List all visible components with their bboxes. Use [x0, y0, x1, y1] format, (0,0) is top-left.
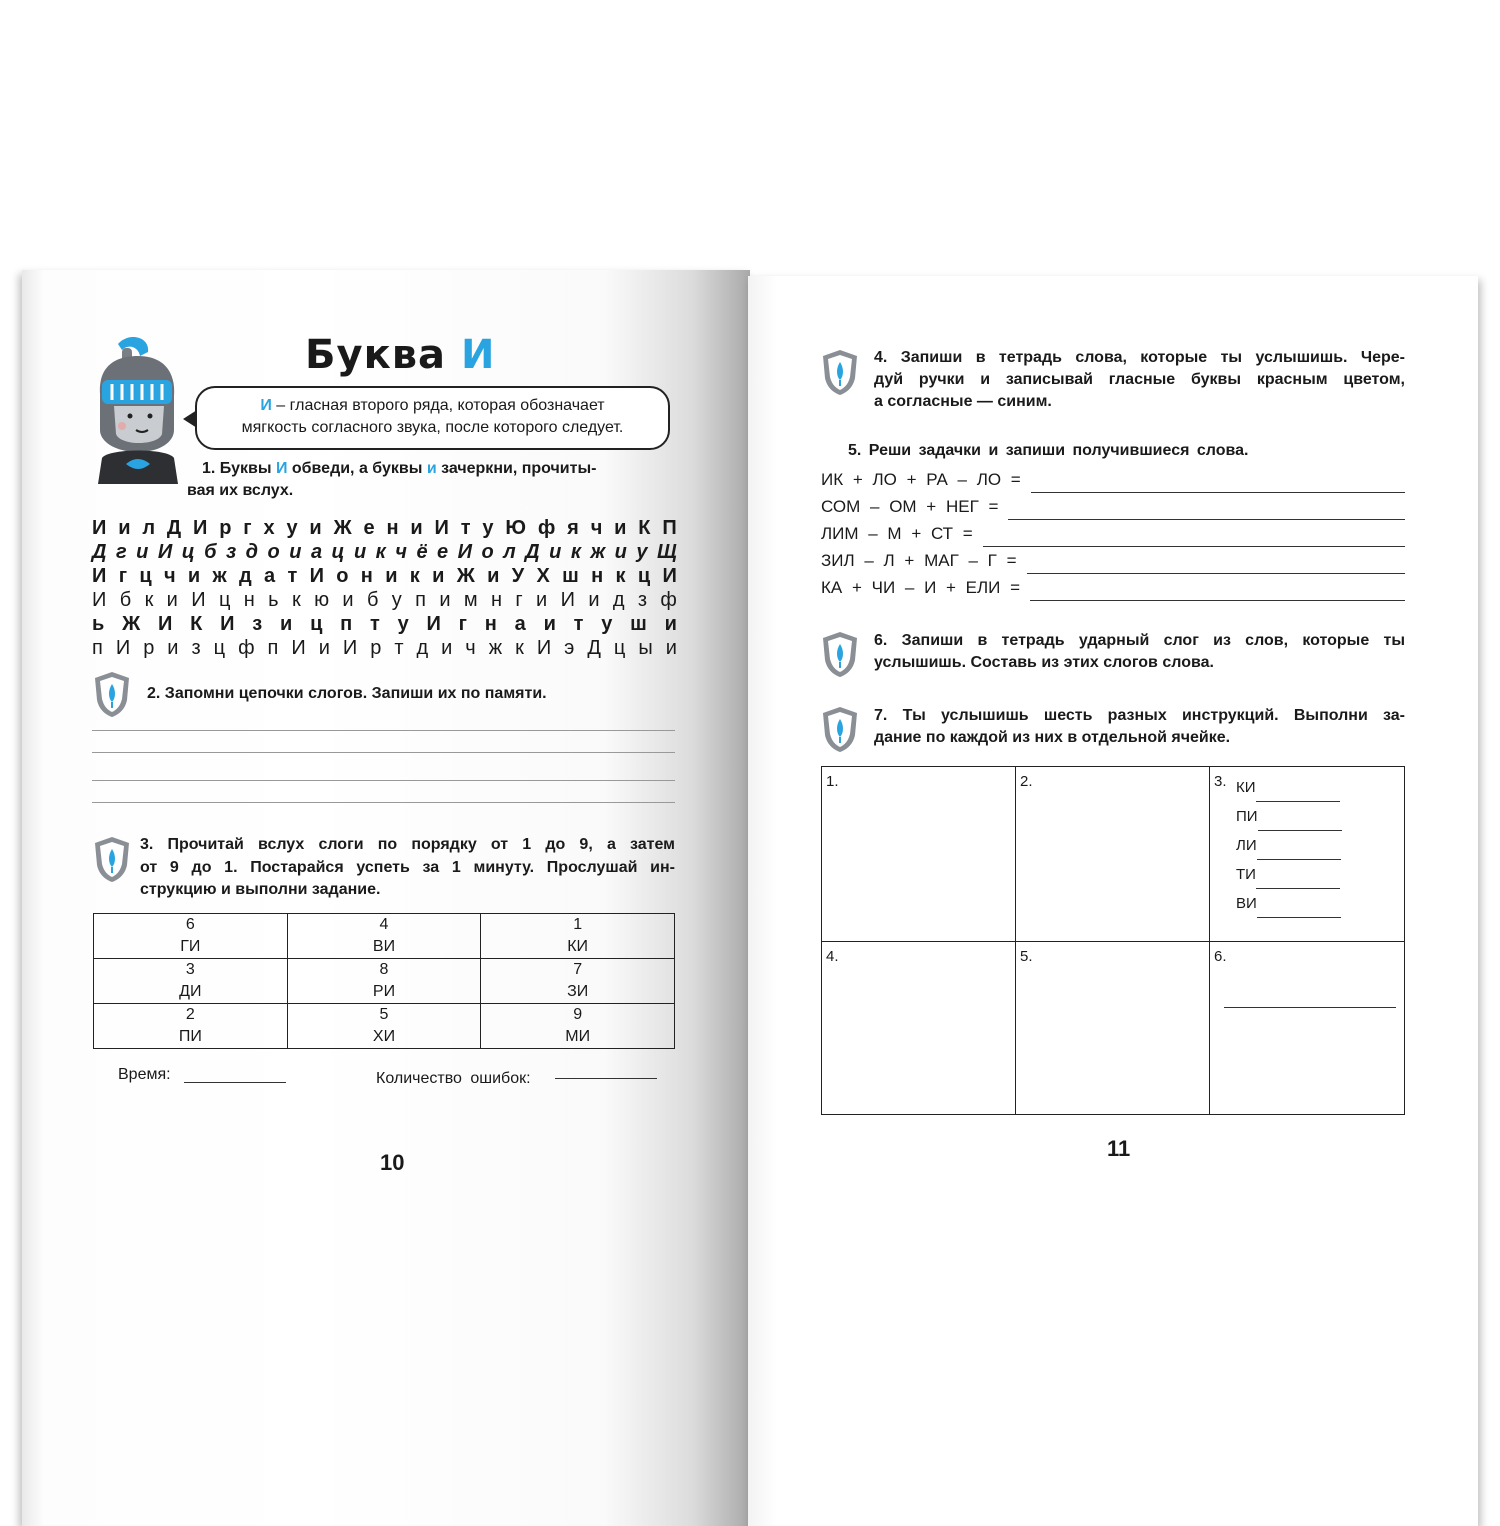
syllable-text: МИ — [565, 1028, 591, 1045]
grid-letter[interactable]: а — [310, 541, 323, 563]
grid-letter[interactable]: И — [193, 517, 208, 539]
time-blank[interactable] — [184, 1082, 286, 1083]
grid-letter[interactable]: ц — [181, 541, 195, 563]
grid-letter[interactable]: и — [167, 637, 179, 659]
time-label: Время: — [118, 1066, 171, 1083]
syllable-cell — [287, 914, 481, 959]
grid-letter[interactable]: Ю — [505, 517, 526, 539]
grid-letter[interactable]: т — [394, 637, 404, 659]
grid-letter[interactable]: э — [564, 637, 575, 659]
grid-letter[interactable]: ч — [465, 637, 476, 659]
grid-letter[interactable]: з — [637, 589, 648, 611]
syllable-row — [94, 1004, 675, 1049]
syllable-cell — [287, 1004, 481, 1049]
letter-grid-row — [92, 612, 677, 636]
letter-grid-row — [92, 564, 677, 588]
equation-row — [821, 547, 1405, 574]
grid-letter[interactable]: Д — [92, 541, 107, 563]
letter-grid — [92, 516, 677, 660]
grid-letter[interactable]: Х — [536, 565, 550, 587]
grid-letter[interactable]: и — [166, 589, 178, 611]
equation-row — [821, 466, 1405, 493]
equation-row — [821, 520, 1405, 547]
grid-letter[interactable]: и — [549, 541, 562, 563]
grid-letter[interactable]: и — [309, 517, 322, 539]
cell-label: 1. — [826, 773, 839, 790]
title-letter: И — [460, 332, 496, 378]
grid-letter[interactable]: н — [484, 613, 497, 635]
grid-letter[interactable]: д — [612, 589, 625, 611]
equation-text: КА + ЧИ – И + ЕЛИ = — [821, 578, 1021, 597]
equation-text: СОМ – ОМ + НЕГ = — [821, 497, 999, 516]
cell3-syllable-list: КИ ПИ ЛИ ТИ ВИ — [1236, 773, 1342, 918]
grid-letter[interactable]: б — [204, 541, 217, 563]
grid-letter[interactable]: и — [289, 541, 302, 563]
grid-letter[interactable]: ц — [213, 637, 226, 659]
grid-letter[interactable]: ц — [637, 565, 651, 587]
grid-letter[interactable]: Ж — [122, 613, 141, 635]
grid-letter[interactable]: о — [336, 565, 349, 587]
cell-label: 4. — [826, 948, 839, 965]
grid-letter[interactable]: и — [342, 589, 354, 611]
syllable-cell — [94, 1004, 288, 1049]
grid-letter[interactable]: и — [385, 565, 398, 587]
write-line[interactable] — [92, 730, 675, 731]
grid-letter[interactable]: м — [463, 589, 478, 611]
grid-letter[interactable]: Щ — [656, 541, 677, 563]
grid-letter[interactable]: к — [515, 637, 524, 659]
grid-letter[interactable]: г — [118, 565, 128, 587]
grid-letter[interactable]: ц — [139, 565, 152, 587]
grid-letter[interactable]: и — [543, 613, 556, 635]
equation-row — [821, 493, 1405, 520]
shield-audio-icon — [820, 348, 860, 396]
grid-letter[interactable]: я — [567, 517, 579, 539]
grid-letter[interactable]: н — [591, 565, 604, 587]
syllable-table — [93, 913, 675, 1049]
grid-letter[interactable]: и — [410, 517, 423, 539]
grid-letter[interactable]: т — [287, 565, 298, 587]
grid-letter[interactable]: н — [243, 589, 255, 611]
grid-letter[interactable]: а — [514, 613, 526, 635]
grid-letter[interactable]: и — [439, 589, 451, 611]
grid-letter[interactable]: ч — [163, 565, 176, 587]
syllable-number: 9 — [573, 1006, 583, 1023]
knight-mascot-icon — [88, 334, 188, 484]
grid-letter[interactable]: к — [570, 541, 581, 563]
grid-letter[interactable]: И — [536, 637, 552, 659]
grid-letter[interactable]: н — [386, 517, 399, 539]
syllable-text: РИ — [372, 983, 396, 1000]
grid-letter[interactable]: е — [363, 517, 375, 539]
grid-letter[interactable]: д — [239, 565, 252, 587]
grid-letter[interactable]: и — [136, 541, 149, 563]
grid-letter[interactable]: И — [662, 565, 677, 587]
grid-letter[interactable]: г — [115, 541, 127, 563]
letter-grid-row — [92, 636, 677, 660]
grid-letter[interactable]: п — [340, 613, 353, 635]
grid-letter[interactable]: г — [458, 613, 467, 635]
grid-letter[interactable]: И — [92, 565, 107, 587]
syllable-text: ВИ — [372, 938, 396, 955]
grid-letter[interactable]: И — [426, 613, 441, 635]
answer-blank[interactable] — [1030, 583, 1405, 601]
syllable-cell — [481, 914, 675, 959]
grid-letter[interactable]: И — [309, 565, 324, 587]
grid-letter[interactable]: и — [318, 637, 330, 659]
grid-letter[interactable]: б — [366, 589, 379, 611]
grid-letter[interactable]: у — [601, 613, 613, 635]
answer-blank[interactable] — [983, 529, 1405, 547]
grid-letter[interactable]: Ж — [333, 517, 352, 539]
grid-letter[interactable]: л — [142, 517, 156, 539]
grid-letter[interactable]: к — [291, 589, 301, 611]
grid-letter[interactable]: и — [588, 589, 600, 611]
syllable-cell — [94, 914, 288, 959]
grid-letter[interactable]: з — [225, 541, 237, 563]
task7-text: 7. Ты услышишь шесть разных инструкций. Выполни за- дание по каждой из них в отдельной ячейке. — [874, 707, 1405, 746]
grid-letter[interactable]: ё — [416, 541, 428, 563]
grid-letter[interactable]: ж — [488, 637, 503, 659]
errors-label: Количество ошибок: — [376, 1070, 531, 1087]
write-line[interactable] — [92, 802, 675, 803]
syllable-cell — [481, 1004, 675, 1049]
grid-letter[interactable]: ц — [218, 589, 231, 611]
grid-letter[interactable]: у — [391, 589, 402, 611]
shield-audio-icon — [92, 835, 132, 883]
grid-letter[interactable]: п — [92, 637, 103, 659]
grid-letter[interactable]: у — [636, 541, 648, 563]
grid-letter[interactable]: д — [245, 541, 259, 563]
grid-letter[interactable]: к — [144, 589, 154, 611]
grid-letter[interactable]: И — [157, 541, 173, 563]
equation-text: ЛИМ – М + СТ = — [821, 524, 973, 543]
grid-letter[interactable]: ю — [314, 589, 330, 611]
grid-letter[interactable]: к — [409, 565, 420, 587]
syllable-text: ДИ — [179, 983, 202, 1000]
grid-letter[interactable]: ь — [268, 589, 279, 611]
grid-letter[interactable]: И — [220, 613, 235, 635]
grid-letter[interactable]: П — [662, 517, 677, 539]
task4-text: 4. Запиши в тетрадь слова, которые ты услышишь. Чере- дуй ручки и записывай гласные буквы красным цветом, а согласные — синим. — [874, 349, 1405, 410]
grid-letter[interactable]: и — [118, 517, 131, 539]
grid-letter[interactable]: р — [370, 637, 382, 659]
grid-letter[interactable]: и — [441, 637, 453, 659]
syllable-number: 1 — [573, 916, 583, 933]
grid-letter[interactable]: з — [252, 613, 263, 635]
cell-label: 2. — [1020, 773, 1033, 790]
grid-letter[interactable]: и — [432, 565, 445, 587]
errors-blank[interactable] — [555, 1078, 657, 1079]
cell-label: 3. — [1214, 773, 1227, 790]
grid-letter[interactable]: ф — [537, 517, 556, 539]
grid-letter[interactable]: ч — [590, 517, 603, 539]
grid-letter[interactable]: и — [279, 613, 293, 635]
grid-letter[interactable]: у — [397, 613, 409, 635]
grid-letter[interactable]: ф — [238, 637, 255, 659]
syllable-text: ЗИ — [567, 983, 589, 1000]
page-number-right: 11 — [1107, 1136, 1131, 1161]
grid-letter[interactable]: т — [573, 613, 584, 635]
grid-letter[interactable]: у — [286, 517, 298, 539]
page-number-left: 10 — [380, 1150, 405, 1175]
grid-letter[interactable]: И — [92, 517, 107, 539]
grid-letter[interactable]: л — [503, 541, 516, 563]
grid-letter[interactable]: ь — [92, 613, 105, 635]
grid-letter[interactable]: ц — [331, 541, 345, 563]
syllable-row — [94, 914, 675, 959]
syllable-text: ПИ — [178, 1028, 202, 1045]
task1-text-cont: вая их вслух. — [187, 482, 294, 499]
grid-letter[interactable]: и — [187, 565, 201, 587]
grid-letter[interactable]: Д — [166, 517, 182, 539]
grid-letter[interactable]: г — [243, 517, 252, 539]
grid-letter[interactable]: ц — [310, 613, 323, 635]
equation-text: ЗИЛ – Л + МАГ – Г = — [821, 551, 1017, 570]
grid-letter[interactable]: г — [515, 589, 523, 611]
grid-letter[interactable]: и — [614, 517, 627, 539]
grid-letter[interactable]: Д — [587, 637, 601, 659]
syllable-number: 3 — [185, 961, 195, 978]
grid-letter[interactable]: д — [416, 637, 429, 659]
syllable-number: 4 — [379, 916, 389, 933]
speech-bubble — [195, 386, 670, 450]
grid-letter[interactable]: И — [115, 637, 131, 659]
task6-text: 6. Запиши в тетрадь ударный слог из слов, которые ты услышишь. Составь из этих слогов слова. — [874, 632, 1405, 671]
grid-letter[interactable]: а — [264, 565, 276, 587]
bubble-line2: мягкость согласного звука, после которого следует. — [241, 419, 624, 436]
grid-letter[interactable]: У — [511, 565, 525, 587]
write-line[interactable] — [92, 780, 675, 781]
grid-letter[interactable]: ж — [212, 565, 227, 587]
syllable-text: ГИ — [180, 938, 201, 955]
task5-text: 5. Реши задачки и запиши получившиеся слова. — [848, 442, 1249, 459]
grid-letter[interactable]: б — [119, 589, 132, 611]
grid-letter[interactable]: ы — [638, 637, 653, 659]
task1-text: 1. Буквы И обведи, а буквы и зачеркни, прочиты- — [202, 460, 597, 477]
grid-letter[interactable]: р — [143, 637, 155, 659]
equation-list — [821, 466, 1405, 601]
letter-grid-row — [92, 540, 677, 564]
grid-letter[interactable]: и — [487, 565, 500, 587]
grid-letter[interactable]: к — [615, 565, 626, 587]
answer-blank[interactable] — [1027, 556, 1405, 574]
cell-label: 5. — [1020, 948, 1033, 965]
bubble-letter: И — [260, 397, 272, 414]
grid-letter[interactable]: И — [560, 589, 575, 611]
grid-letter[interactable]: е — [437, 541, 449, 563]
grid-letter[interactable]: ж — [590, 541, 606, 563]
grid-letter[interactable]: К — [190, 613, 203, 635]
answer-blank[interactable] — [1031, 475, 1405, 493]
equation-text: ИК + ЛО + РА – ЛО = — [821, 470, 1021, 489]
grid-letter[interactable]: т — [460, 517, 471, 539]
task3-text-cont: струкцию и выполни задание. — [140, 881, 381, 898]
grid-letter[interactable]: ц — [613, 637, 626, 659]
shield-audio-icon — [92, 670, 132, 718]
grid-letter[interactable]: и — [664, 613, 677, 635]
grid-letter[interactable]: р — [219, 517, 232, 539]
write-line[interactable] — [92, 752, 675, 753]
answer-blank[interactable] — [1008, 502, 1405, 520]
syllable-text: КИ — [567, 938, 589, 955]
grid-letter[interactable]: н — [360, 565, 373, 587]
syllable-number: 2 — [185, 1006, 195, 1023]
grid-letter[interactable]: И — [434, 517, 449, 539]
syllable-number: 6 — [185, 916, 195, 933]
grid-letter[interactable]: х — [263, 517, 275, 539]
syllable-cell — [287, 959, 481, 1004]
page-title: Буква И — [305, 332, 496, 378]
grid-letter[interactable]: о — [481, 541, 494, 563]
syllable-cell — [94, 959, 288, 1004]
grid-letter[interactable]: у — [482, 517, 494, 539]
grid-letter[interactable]: ш — [562, 565, 579, 587]
grid-letter[interactable]: и — [536, 589, 548, 611]
grid-letter[interactable]: И — [92, 589, 107, 611]
cell-label: 6. — [1214, 948, 1227, 965]
syllable-number: 5 — [379, 1006, 389, 1023]
letter-grid-row — [92, 516, 677, 540]
equation-row — [821, 574, 1405, 601]
answer-grid — [821, 766, 1405, 1115]
grid-letter[interactable]: и — [353, 541, 367, 563]
grid-letter[interactable]: и — [614, 541, 627, 563]
grid-letter[interactable]: И — [157, 613, 173, 635]
grid-letter[interactable]: к — [375, 541, 386, 563]
grid-letter[interactable]: И — [457, 541, 473, 563]
grid-letter[interactable]: И — [191, 589, 206, 611]
syllable-text: ХИ — [372, 1028, 396, 1045]
grid-letter[interactable]: К — [638, 517, 651, 539]
grid-letter[interactable]: з — [191, 637, 201, 659]
grid-letter[interactable]: о — [267, 541, 280, 563]
grid-letter[interactable]: И — [291, 637, 306, 659]
grid-letter[interactable]: ф — [660, 589, 677, 611]
bubble-line1: – гласная второго ряда, которая обозначает — [271, 397, 605, 414]
letter-grid-row — [92, 588, 677, 612]
cell6-blank[interactable] — [1224, 1007, 1396, 1008]
task3-text: 3. Прочитай вслух слоги по порядку от 1 до 9, а затем от 9 до 1. Постарайся успеть за 1 минуту. Прослушай ин- — [140, 836, 675, 876]
grid-letter[interactable]: Д — [525, 541, 540, 563]
syllable-cell — [481, 959, 675, 1004]
syllable-number: 8 — [379, 961, 389, 978]
grid-letter[interactable]: п — [267, 637, 279, 659]
grid-letter[interactable]: и — [665, 637, 677, 659]
grid-letter[interactable]: ш — [630, 613, 647, 635]
grid-letter[interactable]: т — [370, 613, 380, 635]
shield-audio-icon — [820, 705, 860, 753]
grid-letter[interactable]: п — [415, 589, 426, 611]
shield-audio-icon — [820, 630, 860, 678]
syllable-number: 7 — [573, 961, 583, 978]
syllable-row — [94, 959, 675, 1004]
grid-letter[interactable]: ч — [395, 541, 407, 563]
grid-letter[interactable]: И — [342, 637, 358, 659]
task2-text: 2. Запомни цепочки слогов. Запиши их по памяти. — [147, 685, 547, 702]
grid-letter[interactable]: Ж — [456, 565, 475, 587]
grid-letter[interactable]: н — [490, 589, 503, 611]
